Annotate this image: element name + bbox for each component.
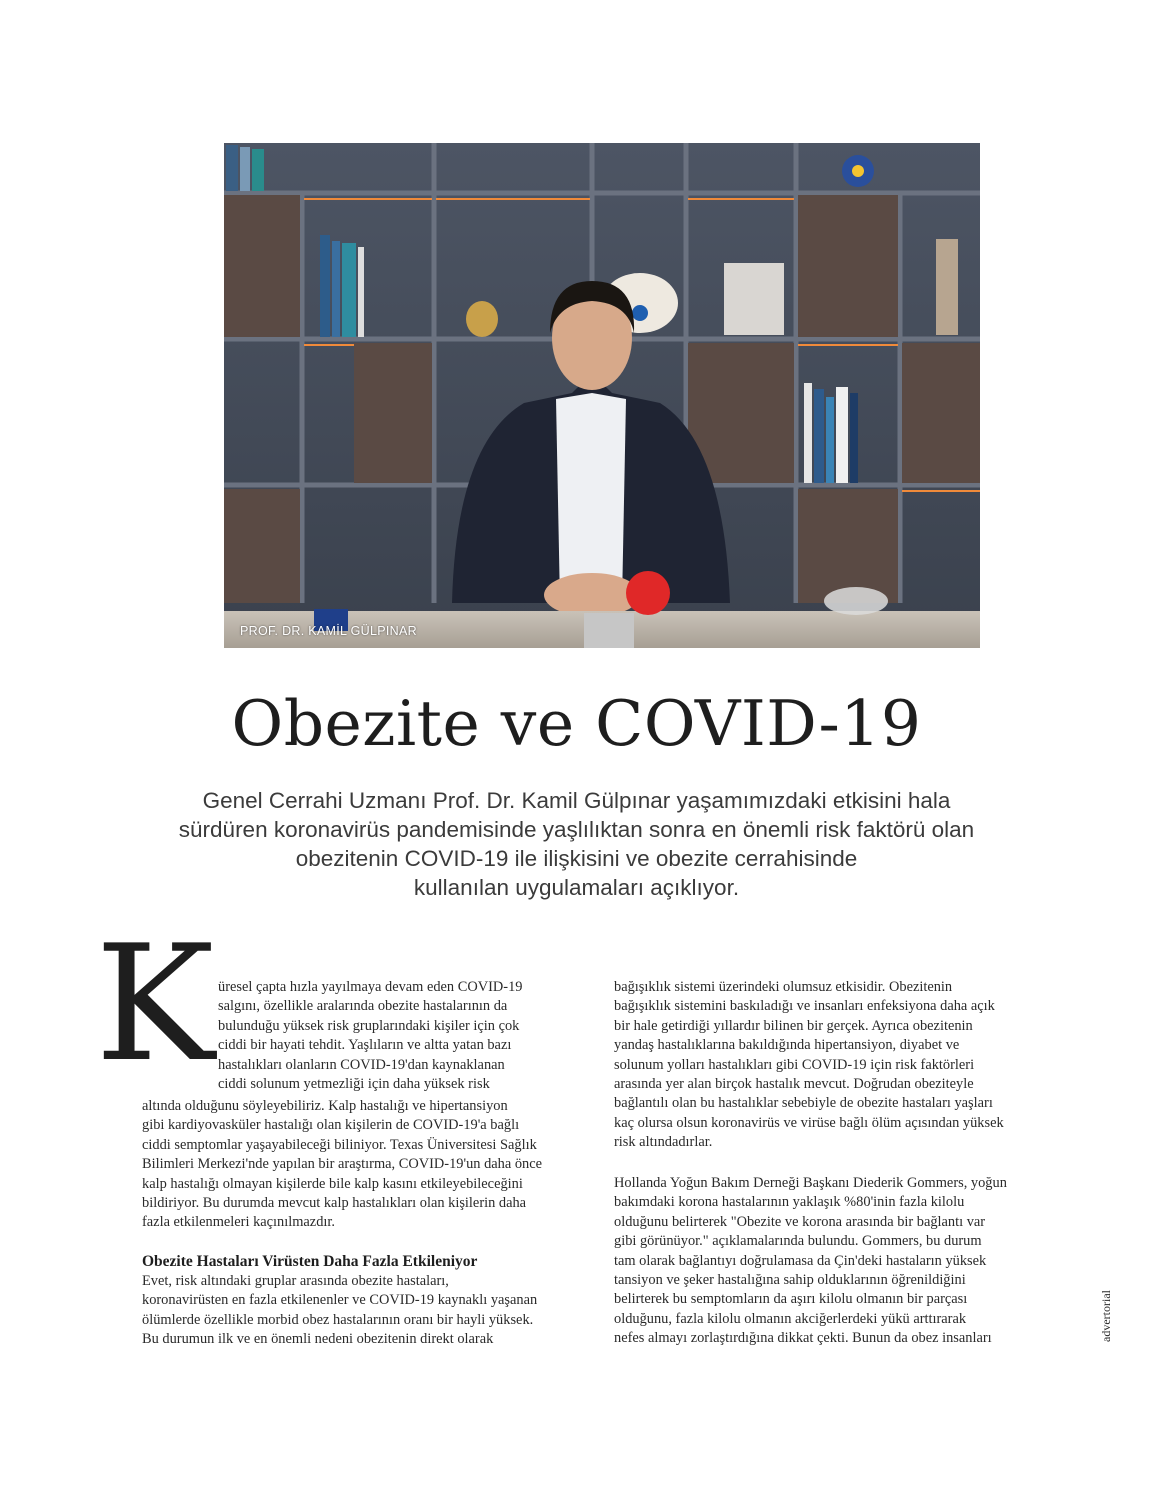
- body-line: olduğunu belirterek "Obezite ve korona arasında bir bağlantı var: [614, 1213, 986, 1230]
- body-line: bir hale getirdiği yıllardır bilinen bir gerçek. Ayrıca obezitenin: [614, 1017, 973, 1034]
- lead-line: Genel Cerrahi Uzmanı Prof. Dr. Kamil Gülpınar yaşamımızdaki etkisini hala: [202, 788, 951, 813]
- body-line: tansiyon ve şeker hastalığına sahip olduklarının öğrenildiğini: [614, 1272, 966, 1289]
- body-line: ciddi bir hayati tehdit. Yaşlıların ve altta yatan bazı: [218, 1037, 512, 1054]
- body-line: gibi görünüyor." açıklamalarında bulundu. Gommers, bu durum: [614, 1233, 982, 1250]
- section-subheading: Obezite Hastaları Virüsten Daha Fazla Etkileniyor: [142, 1253, 478, 1270]
- left-column-paragraph: [142, 1097, 542, 1233]
- body-line: kalp hastalığı olmayan kişilerde bile kalp kasını etkileyebileceğini: [142, 1175, 523, 1192]
- drop-cap: K: [95, 910, 215, 1097]
- body-line: bağışıklık sistemi üzerindeki olumsuz etkisidir. Obezitenin: [614, 979, 953, 995]
- lead-line: kullanılan uygulamaları açıklıyor.: [413, 875, 740, 900]
- office-photo-illustration: [224, 143, 980, 648]
- body-line: bildiriyor. Bu durumda mevcut kalp hastalıkları olan kişilerin daha: [142, 1195, 527, 1212]
- body-line: Bu durumun ilk ve en önemli nedeni obezitenin direkt olarak: [142, 1331, 494, 1348]
- body-line: ciddi solunum yetmezliği için daha yüksek risk: [218, 1076, 490, 1093]
- body-line: Hollanda Yoğun Bakım Derneği Başkanı Diederik Gommers, yoğun: [614, 1175, 1007, 1191]
- body-line: bakımdaki korona hastalarının yaklaşık %80'inin fazla kilolu: [614, 1194, 965, 1211]
- advertorial-label: advertorial: [1099, 1290, 1113, 1342]
- body-line: nefes almayı zorlaştırdığına dikkat çekti. Bunun da obez insanları: [614, 1330, 992, 1347]
- body-line: salgını, özellikle aralarında obezite hastalarının da: [218, 998, 508, 1015]
- right-column-paragraph-2: [614, 1174, 1007, 1349]
- left-column-section: [142, 1272, 537, 1350]
- body-line: solunum yolları hastalıkları gibi COVID-19 için risk faktörleri: [614, 1056, 975, 1073]
- photo-caption: PROF. DR. KAMİL GÜLPINAR: [240, 624, 417, 638]
- body-line: belirterek bu semptomların da aşırı kilolu olmanın bir parçası: [614, 1291, 968, 1308]
- body-line: üresel çapta hızla yayılmaya devam eden COVID-19: [218, 979, 523, 995]
- body-line: fazla etkilenmeleri kaçınılmazdır.: [142, 1214, 335, 1231]
- body-line: kaç olursa olsun koronavirüs ve virüse bağlı ölüm açısından yüksek: [614, 1114, 1004, 1131]
- body-line: koronavirüsten en fazla etkilenenler ve COVID-19 kaynaklı yaşanan: [142, 1292, 538, 1309]
- body-line: ciddi semptomlar yaşayabileceği biliniyor. Texas Üniversitesi Sağlık: [142, 1136, 537, 1153]
- body-line: gibi kardiyovasküler hastalığı olan kişilerin de COVID-19'a bağlı: [142, 1117, 520, 1134]
- body-line: Bilimleri Merkezi'nde yapılan bir araştırma, COVID-19'un daha önce: [142, 1156, 543, 1173]
- body-line: tam olarak bağlantıyı doğrulamasa da Çin'deki hastaların yüksek: [614, 1252, 987, 1269]
- lead-line: sürdüren koronavirüs pandemisinde yaşlılıktan sonra en önemli risk faktörü olan: [178, 817, 975, 842]
- right-column-paragraph-1: [614, 978, 1004, 1153]
- left-column-intro: [218, 978, 522, 1094]
- body-line: bağlantılı olan bu hastalıklar sebebiyle de obezite hastaları yaşları: [614, 1095, 993, 1112]
- lead-line: obezitenin COVID-19 ile ilişkisini ve obezite cerrahisinde: [295, 846, 858, 871]
- body-line: bağışıklık sistemini baskıladığı ve insanları enfeksiyona daha açık: [614, 998, 995, 1015]
- body-line: altında olduğunu söyleyebiliriz. Kalp hastalığı ve hipertansiyon: [142, 1098, 508, 1114]
- body-line: olduğunu, fazla kilolu olmanın akciğerlerdeki yükü arttırarak: [614, 1310, 967, 1327]
- body-line: risk altındadırlar.: [614, 1134, 713, 1151]
- doctor-photo: [224, 143, 980, 648]
- body-line: arasında yer alan birçok hastalık mevcut. Doğrudan obeziteyle: [614, 1076, 974, 1093]
- body-line: Evet, risk altındaki gruplar arasında obezite hastaları,: [142, 1273, 449, 1289]
- body-line: ölümlerde özellikle morbid obez hastalarının oranı bir hayli yüksek.: [142, 1311, 534, 1328]
- body-line: bulunduğu yüksek risk gruplarındaki kişiler için çok: [218, 1017, 520, 1034]
- body-line: yandaş hastalıklarına bakıldığında hipertansiyon, diyabet ve: [614, 1037, 960, 1054]
- article-title: Obezite ve COVID-19: [231, 687, 922, 760]
- article-lead: [120, 786, 1033, 902]
- body-line: hastalıkları olanların COVID-19'dan kaynaklanan: [218, 1056, 505, 1073]
